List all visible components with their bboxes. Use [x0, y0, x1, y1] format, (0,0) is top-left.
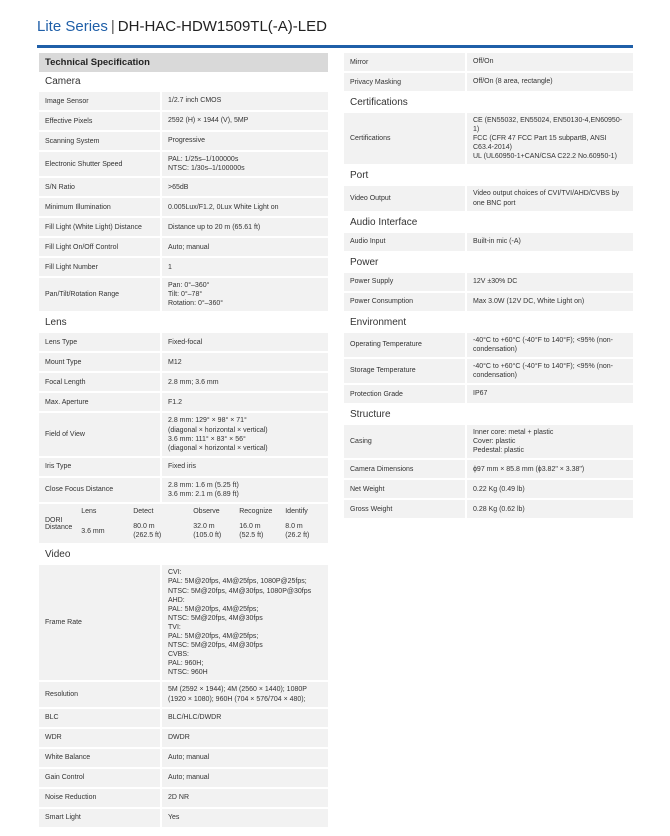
spec-row: [344, 333, 633, 357]
spec-key: Audio Input: [350, 238, 386, 246]
spec-value: 0.28 Kg (0.62 lb): [465, 500, 633, 518]
spec-row: [344, 500, 633, 518]
audio-table: [344, 233, 633, 251]
spec-value: Auto; manual: [160, 749, 328, 767]
spec-value: Fixed-focal: [160, 333, 328, 351]
dori-header-observe: Observe: [193, 508, 220, 516]
environment-table: [344, 333, 633, 403]
spec-value: DWDR: [160, 729, 328, 747]
section-environment: Environment: [350, 316, 407, 328]
spec-key: Fill Light On/Off Control: [45, 243, 119, 251]
right-column: [344, 53, 633, 520]
dori-row: [39, 504, 328, 543]
spec-key: Scanning System: [45, 137, 100, 145]
spec-value: F1.2: [160, 393, 328, 411]
dori-value-identify: 8.0 m (26.2 ft): [285, 523, 310, 540]
spec-value: Off/On: [465, 53, 633, 71]
spec-key: Certifications: [350, 135, 391, 143]
dori-header-recognize: Recognize: [239, 508, 273, 516]
spec-key: Close Focus Distance: [45, 486, 114, 494]
spec-key: Camera Dimensions: [350, 465, 414, 473]
spec-value: PAL: 1/25s–1/100000s NTSC: 1/30s–1/100000s: [160, 152, 328, 176]
camera-table: [39, 92, 328, 311]
power-table: [344, 273, 633, 311]
section-structure: Structure: [350, 409, 391, 421]
spec-value: 1/2.7 inch CMOS: [160, 92, 328, 110]
dori-value-recognize: 16.0 m (52.5 ft): [239, 523, 264, 540]
spec-row: [39, 458, 328, 476]
structure-table: [344, 425, 633, 518]
spec-key: Lens Type: [45, 338, 78, 346]
spec-row: [344, 425, 633, 458]
spec-row: [344, 273, 633, 291]
spec-value: 2.8 mm; 3.6 mm: [160, 373, 328, 391]
spec-key: Privacy Masking: [350, 78, 401, 86]
spec-row: [39, 729, 328, 747]
spec-value: CVI: PAL: 5M@20fps, 4M@25fps, 1080P@25fps; NTSC: 5M@20fps, 4M@30fps, 1080P@30fps AHD: PAL: 5M@20fps, 4M@25fps; NTSC: 5M@20fps, 4M@30fps TVI: PAL: 5M@20fps, 4M@25fps; NTSC: 5M@20fps, 4M@30fps CVBS: PAL: 960H; NTSC: 960H: [160, 565, 328, 680]
port-table: [344, 186, 633, 210]
spec-key: Smart Light: [45, 814, 81, 822]
spec-row: [39, 178, 328, 196]
spec-key: Pan/Tilt/Rotation Range: [45, 291, 120, 299]
spec-row: [344, 460, 633, 478]
spec-key: BLC: [45, 714, 59, 722]
spec-row: [39, 789, 328, 807]
spec-key: Operating Temperature: [350, 341, 422, 349]
spec-value: Built-in mic (-A): [465, 233, 633, 251]
certifications-table: [344, 113, 633, 164]
spec-key: Image Sensor: [45, 97, 89, 105]
spec-value: 1: [160, 258, 328, 276]
spec-row: [39, 198, 328, 216]
dori-value-lens: 3.6 mm: [81, 527, 105, 535]
section-audio: Audio Interface: [350, 216, 418, 228]
spec-row: [39, 413, 328, 455]
spec-row: [344, 480, 633, 498]
spec-key: Gain Control: [45, 774, 85, 782]
spec-key: Resolution: [45, 691, 79, 699]
spec-row: [39, 112, 328, 130]
spec-key: Frame Rate: [45, 619, 82, 627]
spec-row: [39, 152, 328, 176]
spec-key: Power Supply: [350, 278, 394, 286]
spec-value: Inner core: metal + plastic Cover: plastic Pedestal: plastic: [465, 425, 633, 458]
spec-row: [39, 393, 328, 411]
page-header: [37, 18, 327, 35]
lens-table: [39, 333, 328, 502]
spec-value: Yes: [160, 809, 328, 827]
spec-key: Power Consumption: [350, 298, 414, 306]
spec-key: Protection Grade: [350, 390, 403, 398]
spec-row: [344, 113, 633, 164]
spec-value: Distance up to 20 m (65.61 ft): [160, 218, 328, 236]
spec-value: Video output choices of CVI/TVI/AHD/CVBS by one BNC port: [465, 186, 633, 210]
section-video: Video: [45, 549, 71, 561]
section-camera: Camera: [45, 76, 81, 87]
spec-value: 12V ±30% DC: [465, 273, 633, 291]
spec-key: Minimum Illumination: [45, 203, 111, 211]
spec-key: White Balance: [45, 754, 91, 762]
dori-header-identify: Identify: [285, 508, 308, 516]
spec-value: ϕ97 mm × 85.8 mm (ϕ3.82" × 3.38"): [465, 460, 633, 478]
spec-key: Net Weight: [350, 485, 385, 493]
spec-row: [39, 238, 328, 256]
spec-value: >65dB: [160, 178, 328, 196]
spec-row: [39, 373, 328, 391]
spec-value: CE (EN55032, EN55024, EN50130-4,EN60950-1) FCC (CFR 47 FCC Part 15 subpartB, ANSI C63.4-2014) UL (UL60950-1+CAN/CSA C22.2 No.60950-1): [465, 113, 633, 164]
dori-value-detect: 80.0 m (262.5 ft): [133, 523, 162, 540]
spec-row: [344, 293, 633, 311]
section-lens: Lens: [45, 317, 67, 329]
spec-value: -40°C to +60°C (-40°F to 140°F); <95% (non-condensation): [465, 359, 633, 383]
spec-key: Max. Aperture: [45, 398, 89, 406]
spec-row: [39, 132, 328, 150]
spec-value: Auto; manual: [160, 238, 328, 256]
spec-value: 2592 (H) × 1944 (V), 5MP: [160, 112, 328, 130]
video-table: [39, 565, 328, 826]
spec-key: Mirror: [350, 58, 369, 66]
spec-row: [39, 769, 328, 787]
spec-value: 2D NR: [160, 789, 328, 807]
series-name: Lite Series: [37, 18, 108, 35]
left-column: [39, 53, 328, 829]
header-rule: [37, 45, 633, 48]
spec-key: WDR: [45, 734, 62, 742]
spec-key: Casing: [350, 438, 372, 446]
spec-value: 5M (2592 × 1944); 4M (2560 × 1440); 1080P (1920 × 1080); 960H (704 × 576/704 × 480);: [160, 682, 328, 706]
spec-row: [39, 218, 328, 236]
spec-value: Progressive: [160, 132, 328, 150]
spec-key: Fill Light (White Light) Distance: [45, 223, 142, 231]
spec-value: 0.22 Kg (0.49 lb): [465, 480, 633, 498]
misc-table: [344, 53, 633, 91]
spec-key: Video Output: [350, 195, 391, 203]
spec-row: [39, 709, 328, 727]
spec-value: 2.8 mm: 129° × 98° × 71° (diagonal × horizontal × vertical) 3.6 mm: 111° × 83° × 56° (diagonal × horizontal × vertical): [160, 413, 328, 455]
section-port: Port: [350, 170, 369, 182]
spec-key: Noise Reduction: [45, 794, 97, 802]
spec-row: [39, 809, 328, 827]
spec-value: Fixed iris: [160, 458, 328, 476]
spec-row: [39, 92, 328, 110]
spec-value: Pan: 0°–360° Tilt: 0°–78° Rotation: 0°–360°: [160, 278, 328, 311]
spec-row: [39, 353, 328, 371]
dori-grid: [78, 504, 328, 543]
spec-row: [344, 186, 633, 210]
spec-row: [39, 258, 328, 276]
spec-key: Mount Type: [45, 358, 82, 366]
spec-row: [39, 682, 328, 706]
spec-key: Electronic Shutter Speed: [45, 160, 123, 168]
spec-row: [344, 53, 633, 71]
dori-header-lens: Lens: [81, 508, 97, 516]
spec-key: Effective Pixels: [45, 117, 93, 125]
spec-row: [39, 278, 328, 311]
spec-key: Field of View: [45, 431, 85, 439]
spec-key: Gross Weight: [350, 505, 393, 513]
spec-row: [39, 565, 328, 680]
spec-value: Auto; manual: [160, 769, 328, 787]
spec-value: 2.8 mm: 1.6 m (5.25 ft) 3.6 mm: 2.1 m (6.89 ft): [160, 478, 328, 502]
spec-title: Technical Specification: [39, 53, 328, 72]
section-power: Power: [350, 256, 379, 268]
spec-row: [39, 333, 328, 351]
spec-key: Fill Light Number: [45, 263, 98, 271]
section-certifications: Certifications: [350, 97, 408, 108]
spec-row: [39, 749, 328, 767]
spec-value: -40°C to +60°C (-40°F to 140°F); <95% (non-condensation): [465, 333, 633, 357]
spec-key: Storage Temperature: [350, 367, 416, 375]
spec-value: BLC/HLC/DWDR: [160, 709, 328, 727]
spec-value: M12: [160, 353, 328, 371]
spec-key: S/N Ratio: [45, 183, 75, 191]
spec-value: 0.005Lux/F1.2, 0Lux White Light on: [160, 198, 328, 216]
spec-value: IP67: [465, 385, 633, 403]
spec-value: Off/On (8 area, rectangle): [465, 73, 633, 91]
dori-value-observe: 32.0 m (105.0 ft): [193, 523, 222, 540]
dori-label: DORI Distance: [45, 516, 73, 531]
spec-key: Iris Type: [45, 463, 72, 471]
spec-key: Focal Length: [45, 378, 86, 386]
dori-header-detect: Detect: [133, 508, 154, 516]
spec-row: [39, 478, 328, 502]
header-separator: |: [110, 18, 115, 35]
model-name: DH-HAC-HDW1509TL(-A)-LED: [117, 18, 327, 35]
spec-row: [344, 73, 633, 91]
spec-row: [344, 359, 633, 383]
spec-value: Max 3.0W (12V DC, White Light on): [465, 293, 633, 311]
spec-row: [344, 385, 633, 403]
spec-row: [344, 233, 633, 251]
